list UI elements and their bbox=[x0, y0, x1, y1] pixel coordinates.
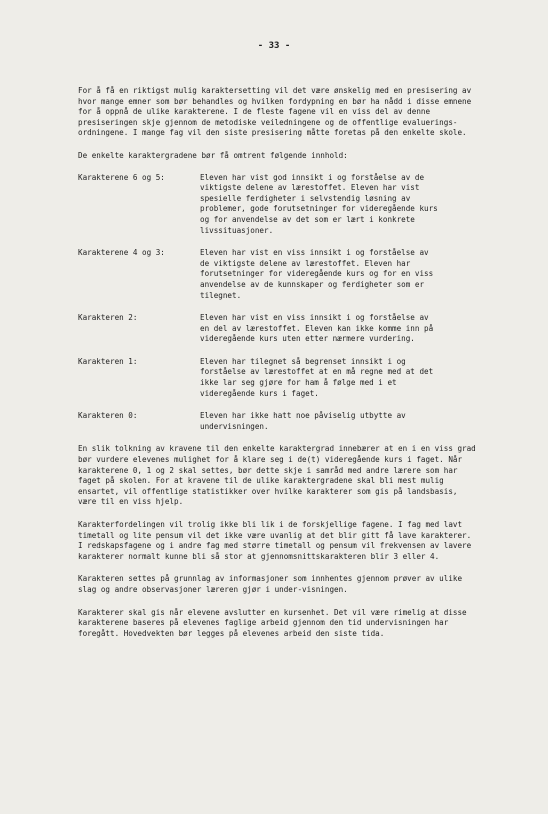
grade-description: Eleven har vist god innsikt i og forståelse av de viktigste delene av lærestoffet. Eleven har vist spesielle ferdigheter i selvstendig løsning av problemer, gode forutsetninger for videregående kurs og for anvendelse av det som er lært i konkrete livssituasjoner. bbox=[200, 172, 438, 235]
lead-paragraph: De enkelte karaktergradene bør få omtrent følgende innhold: bbox=[78, 150, 348, 160]
grade-entry bbox=[78, 411, 478, 432]
grade-description: Eleven har ikke hatt noe påviselig utbytte av undervisningen. bbox=[200, 411, 406, 431]
grade-label: Karakteren 0: bbox=[78, 411, 138, 421]
grade-label: Karakteren 1: bbox=[78, 356, 138, 366]
page-body bbox=[78, 86, 478, 651]
grade-label: Karakterene 4 og 3: bbox=[78, 248, 165, 258]
grade-description: Eleven har tilegnet så begrenset innsikt i og forståelse av lærestoffet at en må regne med at det ikke lar seg gjøre for ham å følge med i et videregående kurs i faget. bbox=[200, 356, 434, 398]
body-paragraph: Karakterer skal gis når elevene avslutter en kursenhet. Det vil være rimelig at disse karakterene baseres på elevenes faglige arbeid gjennom den tid undervisningen har foregått. Hovedvekten bør legges på elevenes arbeid den siste tida. bbox=[78, 607, 467, 638]
intro-paragraph: For å få en riktigst mulig karaktersetting vil det være ønskelig med en presisering av hvor mange emner som bør behandles og hvilken fordypning en bør ha nådd i disse emnene for å oppnå de ulike karakterene. I de fleste fagene vil en viss del av denne presiseringen skje gjennom de metodiske veiledningene og de offentlige evaluerings-ordningene. I mange fag vil den siste presisering måtte foretas på den enkelte skole. bbox=[78, 86, 472, 138]
grade-label: Karakterene 6 og 5: bbox=[78, 172, 165, 182]
grade-entry bbox=[78, 313, 478, 345]
grade-entry bbox=[78, 357, 478, 399]
grade-entry bbox=[78, 173, 478, 237]
grade-label: Karakteren 2: bbox=[78, 313, 138, 323]
page-number: - 33 - bbox=[257, 41, 291, 51]
grade-description: Eleven har vist en viss innsikt i og forståelse av en del av lærestoffet. Eleven kan ikke komme inn på videregående kurs uten etter nærmere vurdering. bbox=[200, 313, 434, 344]
body-paragraph: Karakteren settes på grunnlag av informasjoner som innhentes gjennom prøver av ulike slag og andre observasjoner læreren gjør i under-visningen. bbox=[78, 574, 463, 594]
grade-entry bbox=[78, 248, 478, 301]
grade-description: Eleven har vist en viss innsikt i og forståelse av de viktigste delene av lærestoffet. Eleven har forutsetninger for videregående kurs og for en viss anvendelse av de kunnskaper og ferdigheter som er tilegnet. bbox=[200, 248, 434, 300]
body-paragraph: En slik tolkning av kravene til den enkelte karaktergrad innebærer at en i en viss grad bør vurdere elevenes mulighet for å klare seg i de(t) videregående kurs i faget. Når karakterene 0, 1 og 2 skal settes, bør dette skje i samråd med andre lærere som har faget på skolen. For at kravene til de ulike karaktergradene skal bli mest mulig ensartet, vil offentlige statistikker over hvilke karakterer som gis på landsbasis, være til en viss hjelp. bbox=[78, 444, 476, 507]
body-paragraph: Karakterfordelingen vil trolig ikke bli lik i de forskjellige fagene. I fag med lavt timetall og lite pensum vil det ikke være uvanlig at det blir gitt få lave karakterer. I redskapsfagene og i andre fag med større timetall og pensum vil frekvensen av lavere karakterer normalt kunne bli så stor at gjennomsnittskarakteren blir 3 eller 4. bbox=[78, 520, 472, 561]
